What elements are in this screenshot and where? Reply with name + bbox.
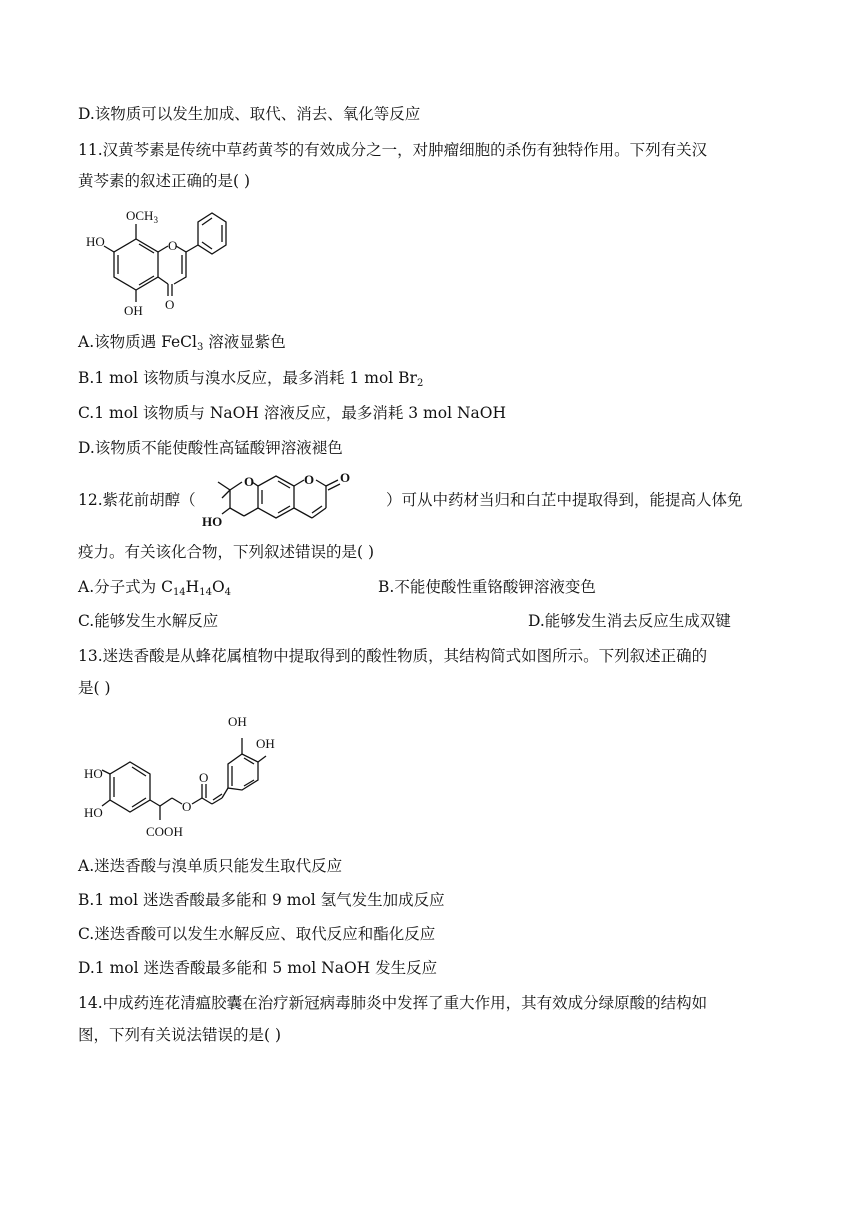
q12-stem-post: ）可从中药材当归和白芷中提取得到，能提高人体免: [386, 491, 743, 509]
q12-stem-pre: 12.紫花前胡醇（: [78, 491, 196, 509]
hydroxyl-label: HO: [202, 514, 223, 529]
q12-stem-line2: 疫力。有关该化合物，下列叙述错误的是( ): [78, 543, 375, 561]
carbonyl-oxygen-label: O: [199, 770, 209, 785]
ring-oxygen-label: O: [168, 238, 178, 253]
q14-stem-line2: 图，下列有关说法错误的是( ): [78, 1026, 282, 1044]
ester-oxygen-label: O: [182, 799, 192, 814]
och3-label: $OCH_3$: [126, 208, 158, 225]
cooh-label: COOH: [146, 824, 183, 839]
q13-option-b: B.1 mol 迷迭香酸最多能和 9 mol 氢气发生加成反应: [78, 891, 445, 909]
ho-upper-label: HO: [84, 766, 103, 781]
rosmarinic-acid-structure: [82, 708, 292, 850]
q11-stem-line1: 11.汉黄芩素是传统中草药黄芩的有效成分之一，对肿瘤细胞的杀伤有独特作用。下列有关汉: [78, 141, 708, 159]
q11-stem-line2: 黄芩素的叙述正确的是( ): [78, 172, 251, 190]
q13-stem-line2: 是( ): [78, 679, 111, 697]
q12-option-a: A.分子式为 $C_{14}H_{14}O_4$: [78, 578, 232, 598]
q11-option-c: C.1 mol 该物质与 NaOH 溶液反应，最多消耗 3 mol NaOH: [78, 404, 506, 422]
ho-lower-label: HO: [84, 805, 103, 820]
q10-option-d: D.该物质可以发生加成、取代、消去、氧化等反应: [78, 105, 421, 123]
carbonyl-oxygen-label: O: [340, 470, 351, 485]
q11-option-b: B.1 mol 该物质与溴水反应，最多消耗 1 mol $Br_2$: [78, 369, 424, 389]
columbianetin-structure: [200, 468, 386, 532]
q11-option-a: A.该物质遇 FeCl$_3$ 溶液显紫色: [78, 333, 286, 353]
wogonin-structure: [82, 204, 242, 320]
oh-right-label: OH: [256, 736, 275, 751]
q12-option-b: B.不能使酸性重铬酸钾溶液变色: [378, 578, 596, 596]
q12-option-c: C.能够发生水解反应: [78, 612, 219, 630]
q12-option-d: D.能够发生消去反应生成双键: [528, 612, 731, 630]
pyran-oxygen-label: O: [244, 474, 255, 489]
keto-oxygen-label: O: [165, 297, 175, 312]
q13-option-a: A.迷迭香酸与溴单质只能发生取代反应: [78, 857, 343, 875]
oh-top-label: OH: [228, 714, 247, 729]
q13-stem-line1: 13.迷迭香酸是从蜂花属植物中提取得到的酸性物质，其结构简式如图所示。下列叙述正确的: [78, 647, 708, 665]
q14-stem-line1: 14.中成药连花清瘟胶囊在治疗新冠病毒肺炎中发挥了重大作用，其有效成分绿原酸的结构如: [78, 994, 708, 1012]
oh-label: OH: [124, 303, 143, 318]
q13-option-d: D.1 mol 迷迭香酸最多能和 5 mol NaOH 发生反应: [78, 959, 438, 977]
q13-option-c: C.迷迭香酸可以发生水解反应、取代反应和酯化反应: [78, 925, 436, 943]
ho-label: HO: [86, 234, 105, 249]
lactone-oxygen-label: O: [304, 472, 315, 487]
q11-option-d: D.该物质不能使酸性高锰酸钾溶液褪色: [78, 439, 343, 457]
